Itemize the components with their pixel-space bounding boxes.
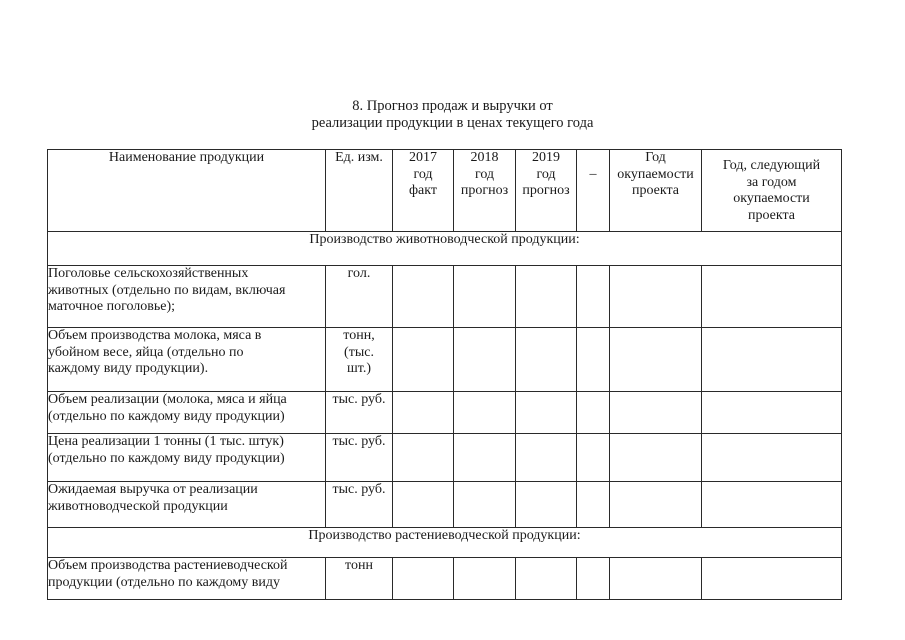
section-row — [48, 232, 842, 266]
cell-2018[interactable] — [454, 434, 516, 482]
table-row — [48, 434, 842, 482]
cell-2019[interactable] — [516, 434, 577, 482]
cell-dash[interactable] — [577, 558, 610, 600]
cell-dash[interactable] — [577, 392, 610, 434]
cell-payback[interactable] — [610, 434, 702, 482]
title-line-1: 8. Прогноз продаж и выручки от — [352, 98, 553, 114]
table-row — [48, 392, 842, 434]
cell-after-payback[interactable] — [702, 392, 842, 434]
cell-payback[interactable] — [610, 392, 702, 434]
cell-payback[interactable] — [610, 328, 702, 392]
title-line-2: реализации продукции в ценах текущего года — [311, 115, 594, 131]
table-row — [48, 328, 842, 392]
forecast-table — [47, 149, 842, 600]
row-unit: тыс. руб. — [326, 434, 393, 482]
cell-2018[interactable] — [454, 392, 516, 434]
row-name: Поголовье сельскохозяйственных животных (отдельно по видам, включая маточное поголовье); — [48, 266, 326, 328]
cell-2018[interactable] — [454, 558, 516, 600]
section-row — [48, 528, 842, 558]
row-name: Цена реализации 1 тонны (1 тыс. штук) (отдельно по каждому виду продукции) — [48, 434, 326, 482]
row-unit: гол. — [326, 266, 393, 328]
section-title-crops: Производство растениеводческой продукции: — [48, 528, 842, 558]
cell-2019[interactable] — [516, 482, 577, 528]
row-unit: тонн — [326, 558, 393, 600]
row-unit: тыс. руб. — [326, 482, 393, 528]
cell-payback[interactable] — [610, 558, 702, 600]
cell-2018[interactable] — [454, 482, 516, 528]
cell-2019[interactable] — [516, 328, 577, 392]
col-header-unit: Ед. изм. — [326, 150, 393, 232]
row-unit: тонн, (тыс. шт.) — [326, 328, 393, 392]
cell-dash[interactable] — [577, 266, 610, 328]
header-row — [48, 150, 842, 232]
cell-dash[interactable] — [577, 434, 610, 482]
cell-dash[interactable] — [577, 328, 610, 392]
section-title-livestock: Производство животноводческой продукции: — [48, 232, 842, 266]
cell-2019[interactable] — [516, 266, 577, 328]
cell-2017[interactable] — [393, 266, 454, 328]
cell-2017[interactable] — [393, 392, 454, 434]
col-header-2019: 2019 год прогноз — [516, 150, 577, 232]
row-unit: тыс. руб. — [326, 392, 393, 434]
cell-2017[interactable] — [393, 482, 454, 528]
row-name: Объем производства растениеводческой продукции (отдельно по каждому виду — [48, 558, 326, 600]
col-header-2017: 2017 год факт — [393, 150, 454, 232]
cell-after-payback[interactable] — [702, 558, 842, 600]
col-header-2018: 2018 год прогноз — [454, 150, 516, 232]
col-header-name: Наименование продукции — [48, 150, 326, 232]
row-name: Объем реализации (молока, мяса и яйца (отдельно по каждому виду продукции) — [48, 392, 326, 434]
cell-2017[interactable] — [393, 434, 454, 482]
cell-2019[interactable] — [516, 392, 577, 434]
table-row — [48, 266, 842, 328]
cell-payback[interactable] — [610, 266, 702, 328]
cell-after-payback[interactable] — [702, 482, 842, 528]
row-name: Ожидаемая выручка от реализации животноводческой продукции — [48, 482, 326, 528]
cell-after-payback[interactable] — [702, 328, 842, 392]
table-row — [48, 558, 842, 600]
cell-payback[interactable] — [610, 482, 702, 528]
cell-dash[interactable] — [577, 482, 610, 528]
cell-2018[interactable] — [454, 328, 516, 392]
cell-2019[interactable] — [516, 558, 577, 600]
cell-2017[interactable] — [393, 328, 454, 392]
cell-2017[interactable] — [393, 558, 454, 600]
table-row — [48, 482, 842, 528]
cell-after-payback[interactable] — [702, 266, 842, 328]
col-header-after-payback: Год, следующий за годом окупаемости проекта — [702, 150, 842, 232]
cell-2018[interactable] — [454, 266, 516, 328]
col-header-dash: _ — [577, 150, 610, 232]
document-title — [0, 98, 905, 132]
cell-after-payback[interactable] — [702, 434, 842, 482]
col-header-payback: Год окупаемости проекта — [610, 150, 702, 232]
row-name: Объем производства молока, мяса в убойном весе, яйца (отдельно по каждому виду продукции). — [48, 328, 326, 392]
